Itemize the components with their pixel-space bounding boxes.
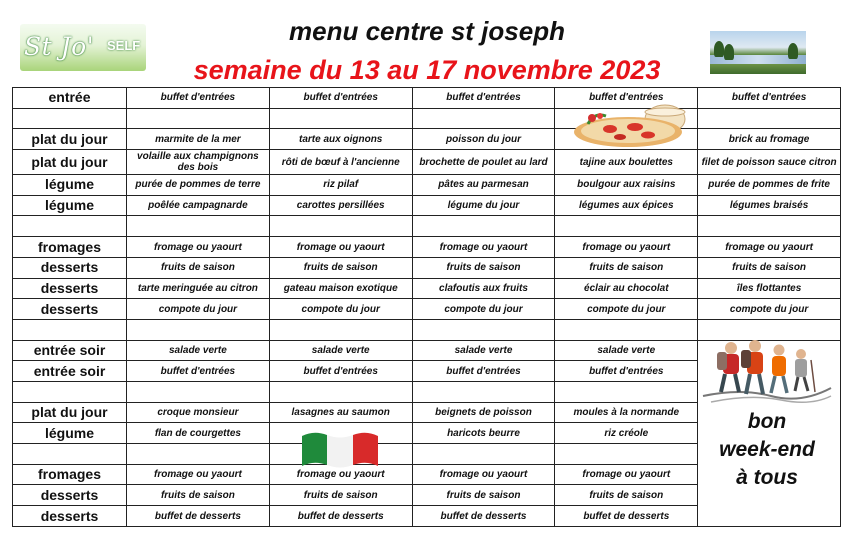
logo-text: St Jo': [24, 32, 95, 61]
menu-cell: haricots beurre: [412, 423, 555, 444]
menu-cell: [698, 216, 841, 237]
menu-cell: beignets de poisson: [412, 402, 555, 423]
menu-cell: fruits de saison: [555, 257, 698, 278]
menu-cell: purée de pommes de terre: [127, 175, 270, 196]
menu-row: [13, 195, 841, 216]
menu-cell: [412, 216, 555, 237]
row-label: [13, 216, 127, 237]
row-label: légume: [13, 175, 127, 196]
row-label: desserts: [13, 257, 127, 278]
weekend-message: [697, 408, 837, 492]
menu-cell: buffet d'entrées: [127, 361, 270, 382]
menu-cell: buffet d'entrées: [269, 361, 412, 382]
menu-cell: buffet de desserts: [412, 506, 555, 527]
menu-cell: brick au fromage: [698, 129, 841, 150]
menu-cell: buffet de desserts: [555, 506, 698, 527]
row-label: fromages: [13, 237, 127, 258]
row-label: entrée soir: [13, 340, 127, 361]
row-label: desserts: [13, 506, 127, 527]
row-label: [13, 381, 127, 402]
row-label: légume: [13, 423, 127, 444]
row-label: légume: [13, 195, 127, 216]
menu-row: [13, 175, 841, 196]
menu-cell: flan de courgettes: [127, 423, 270, 444]
italian-flag: [300, 430, 380, 468]
row-label: entrée: [13, 88, 127, 109]
menu-cell: rôti de bœuf à l'ancienne: [269, 150, 412, 175]
menu-cell: salade verte: [269, 340, 412, 361]
menu-cell: salade verte: [555, 340, 698, 361]
menu-cell: lasagnes au saumon: [269, 402, 412, 423]
menu-cell: compote du jour: [698, 299, 841, 320]
menu-row: [13, 237, 841, 258]
menu-cell: [127, 319, 270, 340]
menu-cell: riz pilaf: [269, 175, 412, 196]
menu-cell: buffet d'entrées: [555, 361, 698, 382]
menu-cell: [555, 319, 698, 340]
menu-cell: gateau maison exotique: [269, 278, 412, 299]
menu-cell: fruits de saison: [269, 485, 412, 506]
menu-cell: fruits de saison: [555, 485, 698, 506]
hikers-image: [701, 336, 833, 406]
menu-cell: fruits de saison: [269, 257, 412, 278]
menu-cell: légume du jour: [412, 195, 555, 216]
menu-cell: fromage ou yaourt: [412, 237, 555, 258]
menu-cell: compote du jour: [269, 299, 412, 320]
menu-cell: [412, 319, 555, 340]
menu-cell: fromage ou yaourt: [127, 237, 270, 258]
menu-cell: [555, 216, 698, 237]
menu-cell: buffet d'entrées: [127, 88, 270, 109]
menu-row: [13, 299, 841, 320]
menu-cell: îles flottantes: [698, 278, 841, 299]
menu-cell: [127, 108, 270, 129]
menu-cell: fruits de saison: [412, 485, 555, 506]
menu-title: menu centre st joseph: [289, 16, 565, 46]
menu-cell: salade verte: [127, 340, 270, 361]
tree-shape: [724, 44, 734, 60]
menu-cell: buffet d'entrées: [698, 88, 841, 109]
menu-cell: [269, 108, 412, 129]
menu-cell: éclair au chocolat: [555, 278, 698, 299]
menu-cell: brochette de poulet au lard: [412, 150, 555, 175]
menu-cell: fromage ou yaourt: [555, 464, 698, 485]
menu-cell: [127, 216, 270, 237]
menu-cell: boulgour aux raisins: [555, 175, 698, 196]
menu-cell: fromage ou yaourt: [269, 464, 412, 485]
menu-cell: purée de pommes de frite: [698, 175, 841, 196]
menu-cell: [127, 381, 270, 402]
row-label: desserts: [13, 278, 127, 299]
row-label: plat du jour: [13, 402, 127, 423]
menu-cell: fruits de saison: [412, 257, 555, 278]
menu-cell: [555, 381, 698, 402]
menu-cell: filet de poisson sauce citron: [698, 150, 841, 175]
menu-cell: tarte aux oignons: [269, 129, 412, 150]
menu-cell: [555, 444, 698, 465]
menu-cell: fromage ou yaourt: [269, 237, 412, 258]
menu-cell: marmite de la mer: [127, 129, 270, 150]
pizza-image: [570, 102, 694, 150]
menu-cell: [127, 444, 270, 465]
menu-cell: [269, 381, 412, 402]
row-label: plat du jour: [13, 150, 127, 175]
menu-cell: [412, 108, 555, 129]
row-label: desserts: [13, 485, 127, 506]
weekend-line: week-end: [719, 438, 815, 461]
menu-cell: [698, 108, 841, 129]
menu-cell: compote du jour: [555, 299, 698, 320]
row-label: entrée soir: [13, 361, 127, 382]
menu-cell: clafoutis aux fruits: [412, 278, 555, 299]
menu-cell: légumes aux épices: [555, 195, 698, 216]
menu-cell: volaille aux champignons des bois: [127, 150, 270, 175]
weekend-line: bon: [747, 410, 787, 433]
menu-row: [13, 278, 841, 299]
menu-row: [13, 108, 841, 129]
menu-cell: compote du jour: [127, 299, 270, 320]
menu-cell: fromage ou yaourt: [412, 464, 555, 485]
menu-row: [13, 88, 841, 109]
menu-cell: [269, 319, 412, 340]
landscape-photo: [710, 31, 806, 74]
menu-cell: buffet de desserts: [269, 506, 412, 527]
menu-cell: [412, 444, 555, 465]
menu-cell: riz créole: [555, 423, 698, 444]
menu-cell: [269, 216, 412, 237]
menu-cell: [412, 381, 555, 402]
menu-cell: buffet de desserts: [127, 506, 270, 527]
menu-cell: buffet d'entrées: [412, 88, 555, 109]
menu-row: [13, 150, 841, 175]
menu-row: [13, 129, 841, 150]
tree-shape: [788, 43, 798, 59]
row-label: [13, 319, 127, 340]
menu-cell: salade verte: [412, 340, 555, 361]
menu-cell: buffet d'entrées: [269, 88, 412, 109]
tree-shape: [714, 41, 724, 57]
menu-row: [13, 216, 841, 237]
row-label: plat du jour: [13, 129, 127, 150]
week-subtitle: semaine du 13 au 17 novembre 2023: [193, 55, 661, 85]
menu-cell: carottes persillées: [269, 195, 412, 216]
logo-suffix: SELF: [107, 38, 141, 53]
weekend-line: à tous: [736, 466, 798, 489]
menu-cell: moules à la normande: [555, 402, 698, 423]
menu-cell: buffet d'entrées: [555, 88, 698, 109]
menu-cell: fromage ou yaourt: [698, 237, 841, 258]
menu-cell: tarte meringuée au citron: [127, 278, 270, 299]
menu-cell: buffet d'entrées: [412, 361, 555, 382]
menu-cell: croque monsieur: [127, 402, 270, 423]
row-label: [13, 108, 127, 129]
menu-cell: fromage ou yaourt: [555, 237, 698, 258]
menu-cell: poêlée campagnarde: [127, 195, 270, 216]
menu-cell: fruits de saison: [127, 257, 270, 278]
menu-cell: compote du jour: [412, 299, 555, 320]
menu-row: [13, 257, 841, 278]
menu-cell: fruits de saison: [127, 485, 270, 506]
menu-cell: légumes braisés: [698, 195, 841, 216]
row-label: [13, 444, 127, 465]
menu-cell: fromage ou yaourt: [127, 464, 270, 485]
row-label: fromages: [13, 464, 127, 485]
menu-cell: tajine aux boulettes: [555, 150, 698, 175]
menu-cell: fruits de saison: [698, 257, 841, 278]
menu-cell: poisson du jour: [412, 129, 555, 150]
row-label: desserts: [13, 299, 127, 320]
menu-cell: pâtes au parmesan: [412, 175, 555, 196]
